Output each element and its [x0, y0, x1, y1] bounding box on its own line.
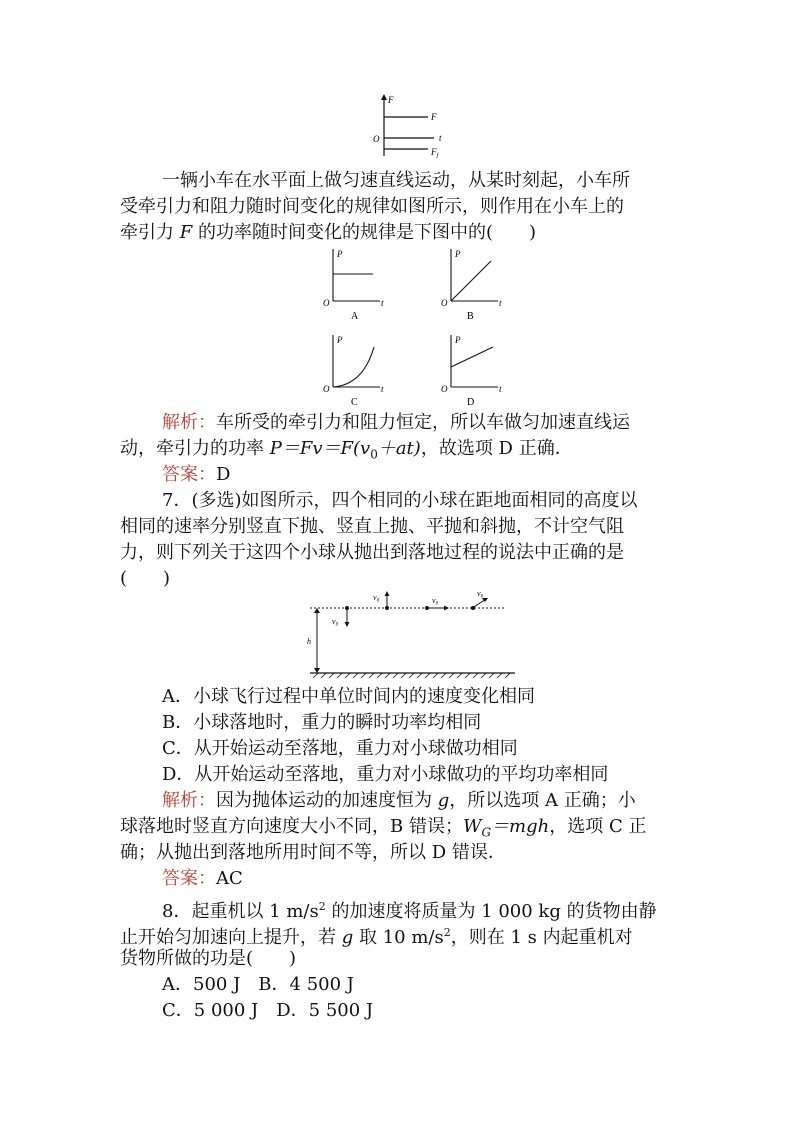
origin-label: O: [373, 134, 380, 144]
svg-text:P: P: [337, 249, 343, 259]
q6-analysis-line-2: 动，牵引力的功率 $P=Fv=F(v_0+at)$，故选项 D 正确．: [120, 438, 573, 462]
graph-a: [318, 243, 388, 328]
q7-answer: 答案：AC: [162, 868, 243, 889]
f-line-label: F: [431, 112, 437, 122]
q6-answer: 答案：D: [162, 464, 231, 485]
svg-text:t: t: [499, 298, 502, 308]
svg-text:t: t: [381, 298, 384, 308]
q6-line-1: 一辆小车在水平面上做匀速直线运动，从某时刻起，小车所: [162, 170, 630, 191]
q7-line-3: 力，则下列关于这四个小球从抛出到落地过程的说法中正确的是: [120, 542, 624, 563]
q7-line-2: 相同的速率分别竖直下抛、竖直上抛、平抛和斜抛，不计空气阻: [120, 516, 624, 537]
graph-a-label: A: [351, 311, 359, 322]
ff-label: $F_f$: [431, 147, 439, 159]
graph-c: [318, 329, 388, 414]
graph-d: [436, 329, 506, 414]
graph-d-label: D: [467, 397, 475, 408]
graph-b-label: B: [467, 311, 474, 322]
svg-text:O: O: [441, 384, 448, 394]
graph-c-label: C: [351, 397, 358, 408]
q6-line-3: 牵引力 F 的功率随时间变化的规律是下图中的( ): [120, 222, 537, 243]
q7-option-a: A．小球飞行过程中单位时间内的速度变化相同: [162, 686, 535, 707]
svg-text:t: t: [499, 384, 502, 394]
svg-text:O: O: [323, 384, 330, 394]
q8-line-3: 货物所做的功是( ): [120, 948, 297, 969]
svg-text:P: P: [455, 335, 461, 345]
t-axis-label: t: [439, 133, 442, 143]
projectile-figure: [305, 588, 515, 683]
q8-line-1: 8．起重机以 1 $m/s^2$ 的加速度将质量为 1 000 kg 的货物由静: [162, 900, 657, 922]
force-time-graph: [368, 92, 458, 162]
svg-text:O: O: [441, 298, 448, 308]
q7-line-4: ( ): [120, 568, 171, 589]
q7-option-d: D．从开始运动至落地，重力对小球做功的平均功率相同: [162, 764, 609, 785]
svg-text:P: P: [455, 249, 461, 259]
h-label: h: [307, 637, 311, 646]
v0-label-up: v0: [373, 593, 380, 604]
svg-text:t: t: [381, 384, 384, 394]
v0-label-oblique: v0: [477, 589, 484, 600]
q7-line-1: 7．(多选)如图所示，四个相同的小球在距地面相同的高度以: [162, 490, 638, 511]
q7-analysis-line-2: 球落地时竖直方向速度大小不同，B 错误；$W_G=mgh$，选项 C 正: [120, 816, 647, 840]
v0-label-horizontal: v0: [432, 596, 439, 607]
q6-line-2: 受牵引力和阻力随时间变化的规律如图所示，则作用在小车上的: [120, 196, 624, 217]
svg-text:O: O: [323, 298, 330, 308]
q6-analysis-line-1: 解析：车所受的牵引力和阻力恒定，所以车做匀加速直线运: [162, 412, 630, 433]
q7-analysis-line-3: 确；从抛出到落地所用时间不等，所以 D 错误．: [120, 842, 506, 863]
q8-options-row-2: C．5 000 J D．5 500 J: [162, 1000, 374, 1021]
q8-line-2: 止开始匀加速向上提升，若 g 取 10 $m/s^2$，则在 1 s 内起重机对: [120, 926, 633, 948]
v0-label-down: v0: [332, 617, 339, 628]
svg-text:P: P: [337, 335, 343, 345]
q7-analysis-line-1: 解析：因为抛体运动的加速度恒为 g，所以选项 A 正确；小: [162, 790, 636, 811]
f-axis-label: F: [388, 95, 394, 105]
q7-option-c: C．从开始运动至落地，重力对小球做功相同: [162, 738, 518, 759]
q8-options-row-1: A．500 J B．4 500 J: [162, 974, 354, 995]
q7-option-b: B．小球落地时，重力的瞬时功率均相同: [162, 712, 482, 733]
graph-b: [436, 243, 506, 328]
